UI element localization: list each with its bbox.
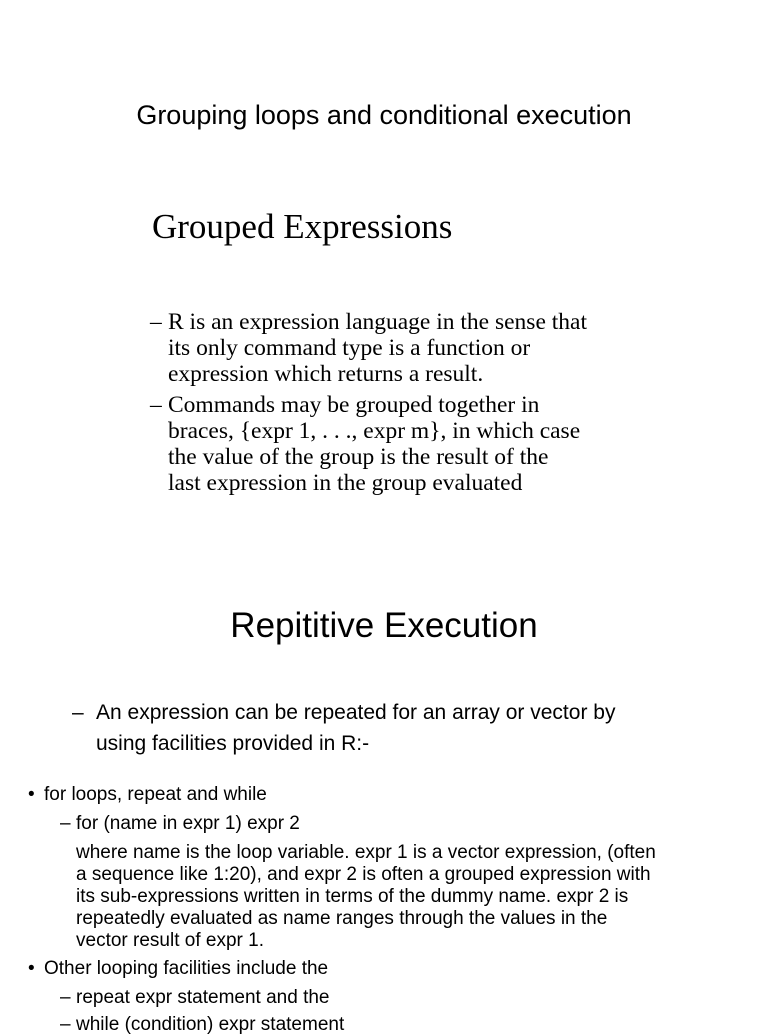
description-line: repeatedly evaluated as name ranges through the values in the [76,908,608,929]
description-line: its sub-expressions written in terms of the dummy name. expr 2 is [76,886,629,907]
item-line: using facilities provided in R:- [96,732,370,755]
sub-item [60,813,300,835]
dash-marker: – [60,813,71,834]
slide-title: Repititive Execution [230,606,538,645]
bullet-text: Other looping facilities include the [44,958,329,979]
item-line: the value of the group is the result of the [168,444,549,470]
item-line: R is an expression language in the sense that [168,309,587,335]
sub-item [60,987,330,1009]
dash-marker: – [150,392,162,418]
dash-marker: – [150,309,162,335]
section-heading: Grouped Expressions [152,207,453,246]
dash-marker: – [60,1014,71,1035]
bullet-marker: • [28,958,35,979]
item-line: expression which returns a result. [168,361,484,387]
dash-marker: – [72,701,84,724]
item-line: Commands may be grouped together in [168,392,540,418]
description-line: vector result of expr 1. [76,930,264,951]
list-item [150,392,580,496]
slide-title: Grouping loops and conditional execution [136,100,632,130]
sub-item-text: while (condition) expr statement [76,1014,345,1035]
list-item [72,697,615,759]
list-item [150,309,587,387]
item-line: braces, {expr 1, . . ., expr m}, in which case [168,418,581,444]
bullet-item [28,784,267,806]
item-line: An expression can be repeated for an array or vector by [96,701,616,724]
bullet-text: for loops, repeat and while [44,784,267,805]
dash-marker: – [60,987,71,1008]
description-line: a sequence like 1:20), and expr 2 is often a grouped expression with [76,864,651,885]
description-line: where name is the loop variable. expr 1 is a vector expression, (often [76,842,656,863]
sub-item-text: repeat expr statement and the [76,987,330,1008]
bullet-item [28,958,328,980]
description-paragraph [76,842,656,952]
bullet-marker: • [28,784,35,805]
sub-item-text: for (name in expr 1) expr 2 [76,813,300,834]
item-line: its only command type is a function or [168,335,531,361]
sub-item [60,1014,344,1036]
item-line: last expression in the group evaluated [168,470,523,496]
